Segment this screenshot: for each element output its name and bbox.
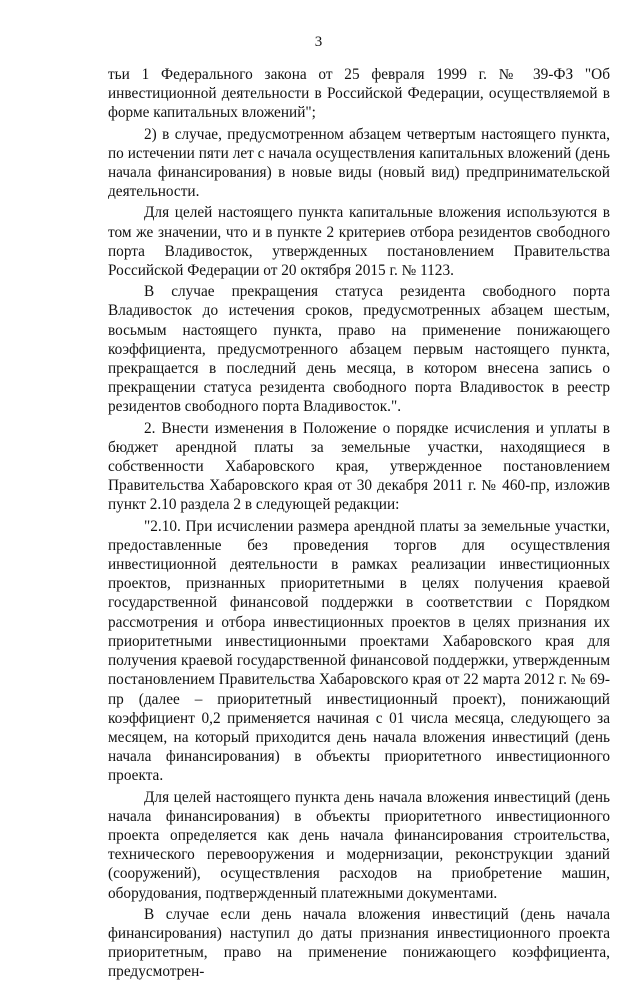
paragraph-clause-2-10: "2.10. При исчислении размера арендной платы за земельные участки, предоставленные без проведения торгов для осуществления инвестиционной деятельности в рамках реализации инвестиционных проектов, признанных приоритетными в целях получения краевой государственной финансовой поддержки в соответствии с Порядком рассмотрения и отбора инвестиционных проектов в целях признания их приоритетными инвестиционными проектами Хабаровского края для получения краевой государственной финансовой поддержки, утвержденным постановлением Правительства Хабаровского края от 22 марта 2012 г. № 69-пр (далее – приоритетный инвестиционный проект), понижающий коэффициент 0,2 применяется начиная с 01 числа месяца, следующего за месяцем, на который приходится день начала вложения инвестиций (день начала финансирования) в объекты приоритетного инвестиционного проекта. <box>108 517 610 785</box>
paragraph-priority-project-case: В случае если день начала вложения инвестиций (день начала финансирования) наступил до даты признания инвестиционного проекта приоритетным, право на применение понижающего коэффициента, предусмотрен- <box>108 905 610 981</box>
paragraph-item-2: 2) в случае, предусмотренном абзацем четвертым настоящего пункта, по истечении пяти лет с начала осуществления капитальных вложений (день начала финансирования) в новые виды (новый вид) предпринимательской деятельности. <box>108 125 610 201</box>
document-body <box>108 65 610 984</box>
paragraph-section-2-amendments: 2. Внести изменения в Положение о порядке исчисления и уплаты в бюджет арендной платы за земельные участки, находящиеся в собственности Хабаровского края, утвержденное постановлением Правительства Хабаровского края от 30 декабря 2011 г. № 460-пр, изложив пункт 2.10 раздела 2 в следующей редакции: <box>108 419 610 514</box>
paragraph-capital-investments-definition: Для целей настоящего пункта капитальные вложения используются в том же значении, что и в пункте 2 критериев отбора резидентов свободного порта Владивосток, утвержденных постановлением Правительства Российской Федерации от 20 октября 2015 г. № 1123. <box>108 204 610 280</box>
page-number: 3 <box>314 34 323 50</box>
paragraph-financing-start-definition: Для целей настоящего пункта день начала вложения инвестиций (день начала финансирования) в объекты приоритетного инвестиционного проекта определяется как день начала финансирования строительства, технического перевооружения и модернизации, реконструкции зданий (сооружений), осуществления расходов на приобретение машин, оборудования, подтвержденный платежными документами. <box>108 788 610 902</box>
paragraph-continuation: тьи 1 Федерального закона от 25 февраля 1999 г. № 39-ФЗ "Об инвестиционной деятельности в Российской Федерации, осуществляемой в форме капитальных вложений"; <box>108 66 610 122</box>
paragraph-status-termination: В случае прекращения статуса резидента свободного порта Владивосток до истечения сроков, предусмотренных абзацем шестым, восьмым настоящего пункта, право на применение понижающего коэффициента, предусмотренного абзацем первым настоящего пункта, прекращается в последний день месяца, в котором внесена запись о прекращении статуса резидента свободного порта Владивосток в реестр резидентов свободного порта Владивосток.". <box>108 283 610 416</box>
